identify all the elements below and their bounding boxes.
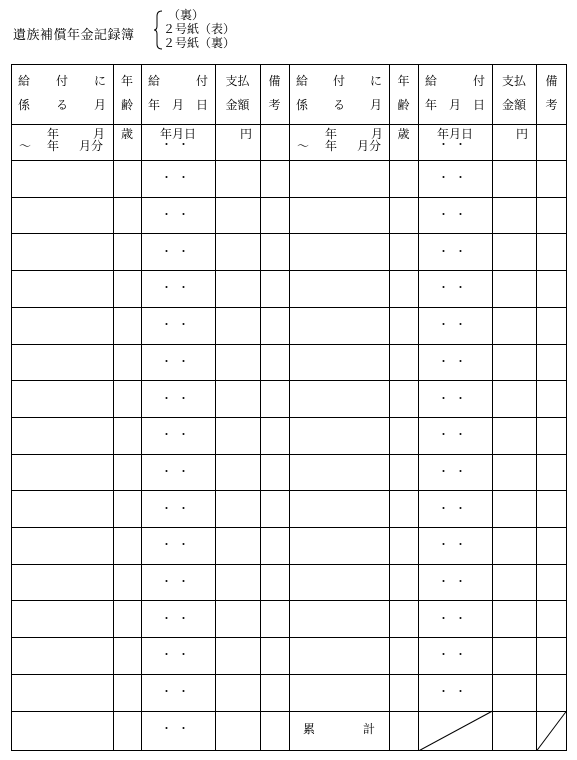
header-char: 給 (148, 74, 161, 88)
left-row-7-date-dots: ・・ (161, 391, 195, 405)
left-row-11-date-dots: ・・ (161, 538, 195, 552)
header-char: 付 (55, 74, 68, 88)
total-label-char: 計 (362, 721, 375, 736)
form-title: 遺族補償年金記録簿 (13, 28, 135, 43)
left-row-13-date-dots: ・・ (161, 611, 195, 625)
right-unit-amount: 円 (515, 127, 528, 141)
variant-back: （裏） (168, 8, 205, 22)
header-char: 係 (18, 98, 31, 112)
right-header-age-1: 年 (397, 74, 410, 88)
header-char: 日 (472, 98, 485, 112)
left-header-age-2: 齢 (120, 98, 133, 112)
header-char: 係 (296, 98, 309, 112)
left-row-2-date-dots: ・・ (161, 208, 195, 222)
header-char: 月 (171, 98, 184, 112)
right-row-13-date-dots: ・・ (438, 611, 472, 625)
right-row-12-date-dots: ・・ (438, 575, 472, 589)
header-char: 月 (448, 98, 461, 112)
right-row-10-date-dots: ・・ (438, 501, 472, 515)
right-row-2-date-dots: ・・ (438, 208, 472, 222)
left-row-15-date-dots: ・・ (161, 685, 195, 699)
right-unit-year-2: 年 (325, 139, 338, 153)
right-header-age-2: 齢 (397, 98, 410, 112)
left-header-remarks-1: 備 (268, 74, 281, 88)
left-row-9-date-dots: ・・ (161, 464, 195, 478)
left-header-remarks-2: 考 (268, 98, 281, 112)
left-unit-date-dots: ・・ (161, 138, 195, 151)
left-unit-year-2: 年 (47, 139, 60, 153)
left-row-16-date-dots: ・・ (161, 721, 195, 735)
left-row-8-date-dots: ・・ (161, 428, 195, 442)
left-header-payment-month-line2 (18, 98, 106, 112)
total-label-char: 累 (303, 721, 316, 736)
left-header-age-1: 年 (120, 74, 133, 88)
header-char: 年 (148, 98, 161, 112)
left-unit-amount: 円 (239, 127, 252, 141)
variant-form2-back: ２号紙（裏） (163, 36, 236, 50)
right-header-date-line1 (425, 74, 485, 88)
header-char: 付 (472, 74, 485, 88)
ledger-table (11, 64, 567, 751)
total-slash (537, 711, 567, 751)
header-char: 給 (425, 74, 438, 88)
left-unit-age: 歳 (120, 127, 133, 141)
right-row-15-date-dots: ・・ (438, 685, 472, 699)
right-row-7-date-dots: ・・ (438, 391, 472, 405)
form-header (0, 0, 577, 58)
right-row-4-date-dots: ・・ (438, 281, 472, 295)
left-row-4-date-dots: ・・ (161, 281, 195, 295)
header-char: る (332, 98, 345, 112)
right-row-5-date-dots: ・・ (438, 318, 472, 332)
right-header-amount-1: 支払 (501, 74, 526, 88)
header-char: に (93, 74, 106, 88)
total-label (303, 722, 375, 736)
left-header-amount-1: 支払 (225, 74, 250, 88)
right-row-3-date-dots: ・・ (438, 244, 472, 258)
right-unit-date-dots: ・・ (438, 138, 472, 151)
brace-icon (154, 10, 163, 50)
right-header-remarks-2: 考 (545, 98, 558, 112)
right-header-payment-month-line2 (296, 98, 382, 112)
left-unit-tilde: ～ (19, 139, 32, 153)
right-header-payment-month-line1 (296, 74, 382, 88)
total-slash (419, 711, 493, 751)
right-row-1-date-dots: ・・ (438, 171, 472, 185)
left-header-amount-2: 金額 (225, 98, 250, 112)
right-unit-age: 歳 (397, 127, 410, 141)
left-row-12-date-dots: ・・ (161, 575, 195, 589)
left-row-10-date-dots: ・・ (161, 501, 195, 515)
left-header-date-line1 (148, 74, 208, 88)
left-header-payment-month-line1 (18, 74, 106, 88)
right-row-14-date-dots: ・・ (438, 648, 472, 662)
right-row-8-date-dots: ・・ (438, 428, 472, 442)
left-row-6-date-dots: ・・ (161, 354, 195, 368)
header-char: 付 (332, 74, 345, 88)
left-unit-year-1: 年 (47, 127, 60, 141)
right-unit-date: 年月日 (436, 127, 473, 141)
left-row-3-date-dots: ・・ (161, 244, 195, 258)
header-char: に (369, 74, 382, 88)
right-unit-month-1: 月 (371, 127, 384, 141)
left-row-5-date-dots: ・・ (161, 318, 195, 332)
right-header-amount-2: 金額 (501, 98, 526, 112)
right-unit-year-1: 年 (325, 127, 338, 141)
right-unit-tilde: ～ (297, 139, 310, 153)
header-char: 日 (195, 98, 208, 112)
right-row-6-date-dots: ・・ (438, 354, 472, 368)
right-header-remarks-1: 備 (545, 74, 558, 88)
header-char: 月 (93, 98, 106, 112)
left-row-1-date-dots: ・・ (161, 171, 195, 185)
header-char: 付 (195, 74, 208, 88)
header-char: 給 (296, 74, 309, 88)
header-char: 年 (425, 98, 438, 112)
left-unit-month-portion: 月分 (79, 139, 104, 153)
right-row-11-date-dots: ・・ (438, 538, 472, 552)
ledger-grid (11, 64, 567, 751)
header-char: る (55, 98, 68, 112)
header-char: 給 (18, 74, 31, 88)
right-header-date-line2 (425, 98, 485, 112)
left-row-14-date-dots: ・・ (161, 648, 195, 662)
right-unit-month-portion: 月分 (357, 139, 382, 153)
variant-form2-front: ２号紙（表） (163, 22, 236, 36)
header-char: 月 (369, 98, 382, 112)
left-unit-date: 年月日 (159, 127, 196, 141)
left-unit-month-1: 月 (93, 127, 106, 141)
right-row-9-date-dots: ・・ (438, 464, 472, 478)
left-header-date-line2 (148, 98, 208, 112)
